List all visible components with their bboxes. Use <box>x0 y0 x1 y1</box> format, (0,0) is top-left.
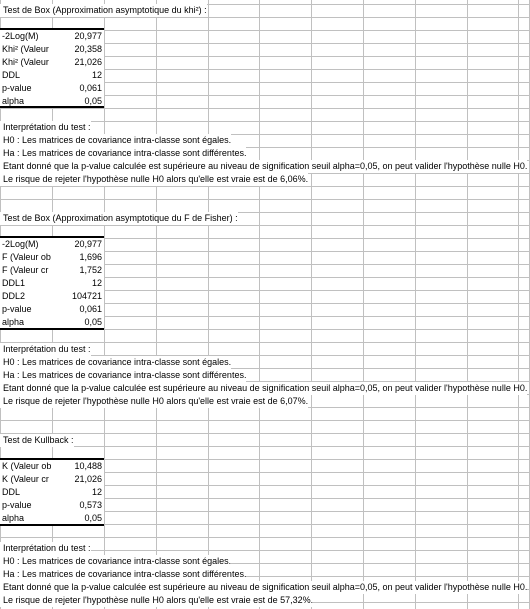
stat-value[interactable]: 104721 <box>52 290 104 303</box>
stat-label[interactable]: F (Valeur ob <box>2 252 51 262</box>
stat-value[interactable]: 12 <box>52 69 104 82</box>
stat-value[interactable]: 12 <box>52 486 104 499</box>
stat-value[interactable]: 0,05 <box>52 316 104 329</box>
stat-value[interactable]: 0,061 <box>52 82 104 95</box>
stat-value[interactable]: 0,061 <box>52 303 104 316</box>
stat-label[interactable]: alpha <box>0 95 52 108</box>
stat-label[interactable]: DDL2 <box>0 290 52 303</box>
table-bottom-border <box>0 524 104 526</box>
stat-value[interactable]: 0,05 <box>52 512 104 525</box>
stat-label[interactable]: p-value <box>0 303 52 316</box>
risk-text[interactable]: Le risque de rejeter l'hypothèse nulle H0 alors qu'elle est vraie est de 6,07%. <box>0 395 308 408</box>
stat-value[interactable]: 0,573 <box>52 499 104 512</box>
interpretation-title[interactable]: Interprétation du test : <box>0 343 91 356</box>
stat-value[interactable]: 12 <box>52 277 104 290</box>
stat-value[interactable]: 20,977 <box>52 238 104 251</box>
stat-label[interactable]: -2Log(M) <box>0 30 52 43</box>
hypothesis-ha[interactable]: Ha : Les matrices de covariance intra-classe sont différentes. <box>0 369 246 382</box>
stat-label[interactable]: alpha <box>0 512 52 525</box>
hypothesis-h0[interactable]: H0 : Les matrices de covariance intra-classe sont égales. <box>0 356 231 369</box>
stat-label[interactable]: K (Valeur cr <box>0 473 52 486</box>
stat-value[interactable]: 10,488 <box>52 460 104 473</box>
stat-label[interactable]: alpha <box>0 316 52 329</box>
stat-label[interactable]: Khi² (Valeur <box>0 43 52 56</box>
stat-label[interactable]: -2Log(M) <box>0 238 52 251</box>
column-divider <box>259 0 260 609</box>
section-title-box-khi2[interactable]: Test de Box (Approximation asymptotique du khi²) : <box>0 4 207 17</box>
column-divider <box>363 0 364 609</box>
stat-value[interactable]: 20,977 <box>52 30 104 43</box>
stat-label[interactable]: F (Valeur cr <box>0 264 52 277</box>
risk-text[interactable]: Le risque de rejeter l'hypothèse nulle H0 alors qu'elle est vraie est de 57,32%. <box>0 594 313 607</box>
column-divider <box>156 0 157 609</box>
stat-value[interactable]: 0,05 <box>52 95 104 108</box>
column-divider <box>311 0 312 609</box>
stat-value[interactable]: 20,358 <box>52 43 104 56</box>
risk-text[interactable]: Le risque de rejeter l'hypothèse nulle H0 alors qu'elle est vraie est de 6,06%. <box>0 173 308 186</box>
stat-value[interactable]: 21,026 <box>52 56 104 69</box>
stat-value[interactable]: 1,696 <box>52 251 104 264</box>
hypothesis-ha[interactable]: Ha : Les matrices de covariance intra-classe sont différentes. <box>0 147 246 160</box>
column-divider <box>208 0 209 609</box>
section-title-box-fisher[interactable]: Test de Box (Approximation asymptotique du F de Fisher) : <box>0 212 238 225</box>
stat-label[interactable]: Khi² (Valeur <box>0 56 52 69</box>
column-divider <box>467 0 468 609</box>
conclusion-text[interactable]: Etant donné que la p-value calculée est supérieure au niveau de signification seuil alpha=0,05, on peut valider l'hypothèse nulle H0. <box>0 382 527 395</box>
conclusion-text[interactable]: Etant donné que la p-value calculée est supérieure au niveau de signification seuil alpha=0,05, on peut valider l'hypothèse nulle H0. <box>0 160 527 173</box>
stat-label[interactable]: DDL1 <box>0 277 52 290</box>
hypothesis-h0[interactable]: H0 : Les matrices de covariance intra-classe sont égales. <box>0 555 231 568</box>
stat-value[interactable]: 21,026 <box>52 473 104 486</box>
stat-label[interactable]: DDL <box>0 69 52 82</box>
conclusion-text[interactable]: Etant donné que la p-value calculée est supérieure au niveau de signification seuil alpha=0,05, on peut valider l'hypothèse nulle H0. <box>0 581 527 594</box>
stat-label[interactable]: p-value <box>0 499 52 512</box>
column-divider <box>518 0 519 609</box>
stat-label[interactable]: DDL <box>0 486 52 499</box>
column-divider <box>104 0 105 609</box>
hypothesis-h0[interactable]: H0 : Les matrices de covariance intra-classe sont égales. <box>0 134 231 147</box>
stat-label[interactable]: p-value <box>0 82 52 95</box>
table-bottom-border <box>0 106 104 108</box>
section-title-kullback[interactable]: Test de Kullback : <box>0 434 74 447</box>
stat-label[interactable]: K (Valeur ob <box>2 461 52 471</box>
hypothesis-ha[interactable]: Ha : Les matrices de covariance intra-classe sont différentes. <box>0 568 246 581</box>
stat-value[interactable]: 1,752 <box>52 264 104 277</box>
column-divider <box>415 0 416 609</box>
table-bottom-border <box>0 328 104 330</box>
interpretation-title[interactable]: Interprétation du test : <box>0 121 91 134</box>
interpretation-title[interactable]: Interprétation du test : <box>0 542 91 555</box>
